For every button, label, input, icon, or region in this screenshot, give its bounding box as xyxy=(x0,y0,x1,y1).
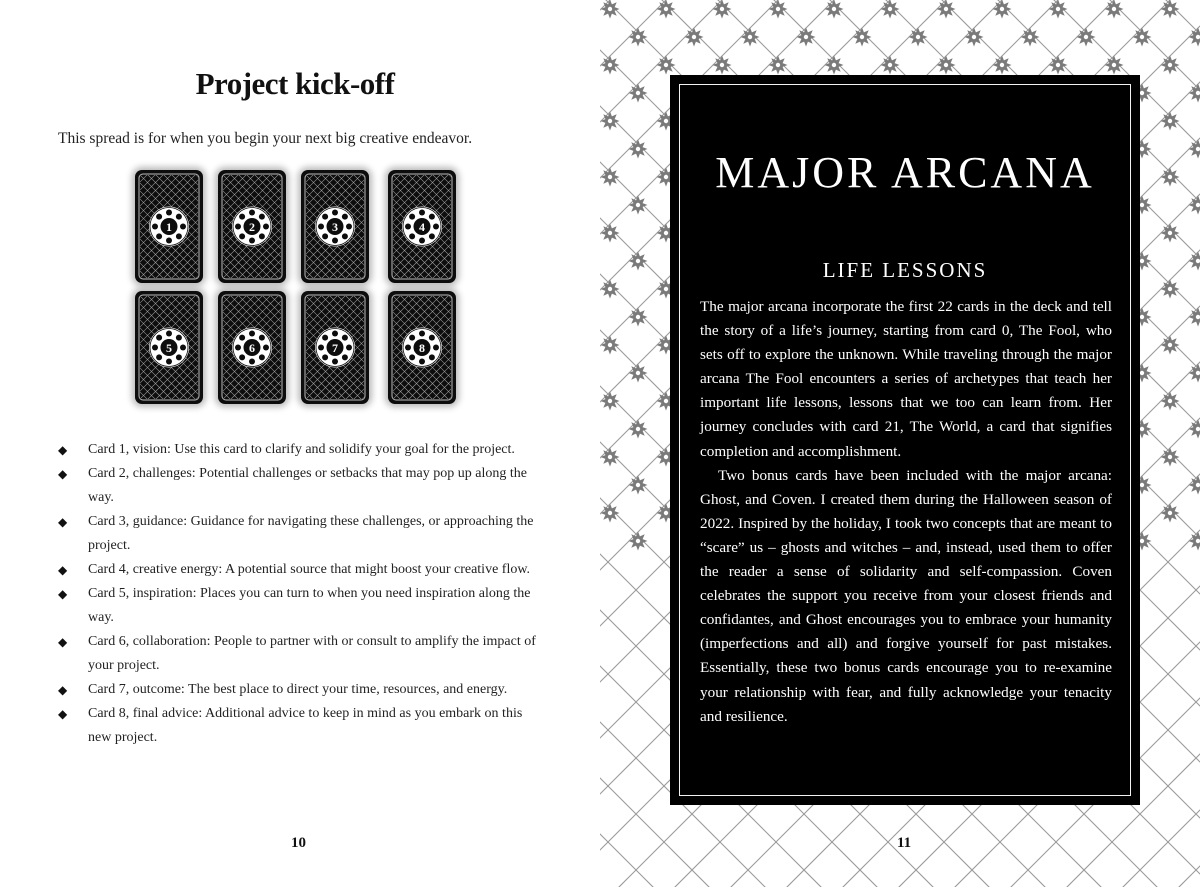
card-number: 7 xyxy=(332,341,338,355)
section-title: MAJOR ARCANA xyxy=(715,148,1095,197)
card-number: 1 xyxy=(166,220,172,234)
tarot-card-back xyxy=(218,170,286,283)
card-number: 6 xyxy=(249,341,255,355)
page-number-left: 10 xyxy=(291,835,306,851)
tarot-card-back xyxy=(301,170,369,283)
diamond-bullet-icon: ◆ xyxy=(58,635,68,649)
intro-text: This spread is for when you begin your next big creative endeavor. xyxy=(58,130,473,147)
card-description-item xyxy=(58,678,548,702)
card-number: 3 xyxy=(332,220,338,234)
diamond-bullet-icon: ◆ xyxy=(58,515,68,529)
diamond-bullet-icon: ◆ xyxy=(58,467,68,481)
diamond-bullet-icon: ◆ xyxy=(58,587,68,601)
tarot-card-back xyxy=(388,170,456,283)
card-number: 5 xyxy=(166,341,172,355)
major-arcana-panel xyxy=(670,75,1140,805)
card-description-text: Card 6, collaboration: People to partner with or consult to amplify the impact of your project. xyxy=(88,634,536,673)
card-description-text: Card 1, vision: Use this card to clarify and solidify your goal for the project. xyxy=(88,442,515,457)
card-description-item xyxy=(58,462,548,510)
card-description-list xyxy=(58,438,548,750)
right-page xyxy=(600,0,1200,887)
card-description-text: Card 2, challenges: Potential challenges or setbacks that may pop up along the way. xyxy=(88,466,527,505)
tarot-card-back xyxy=(388,291,456,404)
card-description-item xyxy=(58,510,548,558)
page-title: Project kick-off xyxy=(195,66,395,101)
card-description-text: Card 4, creative energy: A potential source that might boost your creative flow. xyxy=(88,562,531,577)
tarot-card-back xyxy=(218,291,286,404)
card-description-item xyxy=(58,582,548,630)
card-description-text: Card 3, guidance: Guidance for navigating these challenges, or approaching the project. xyxy=(88,514,534,553)
card-number: 8 xyxy=(419,341,425,355)
body-text xyxy=(700,295,1112,729)
diamond-bullet-icon: ◆ xyxy=(58,443,68,457)
card-description-text: Card 7, outcome: The best place to direct your time, resources, and energy. xyxy=(88,682,508,697)
card-description-item xyxy=(58,558,548,582)
card-description-item xyxy=(58,630,548,678)
diamond-bullet-icon: ◆ xyxy=(58,707,68,721)
tarot-card-back xyxy=(135,291,203,404)
diamond-bullet-icon: ◆ xyxy=(58,683,68,697)
card-number: 4 xyxy=(419,220,425,234)
card-description-text: Card 8, final advice: Additional advice to keep in mind as you embark on this new project. xyxy=(88,706,523,745)
paragraph-2: Two bonus cards have been included with the major arcana: Ghost, and Coven. I created them during the Halloween season of 2022. Inspired by the holiday, I took two concepts that are meant to “scare” us – ghosts and witches – and, instead, used them to offer the reader a sense of solidarity and self-compassion. Coven celebrates the support you receive from your closest friends and confidantes, and Ghost encourages you to embrace your humanity (imperfections and all) and forgive yourself for past mistakes. Essentially, these two bonus cards encourage you to re-examine your relationship with fear, and fully acknowledge your tenacity and resilience. xyxy=(700,466,1112,725)
paragraph-1: The major arcana incorporate the first 22 cards in the deck and tell the story of a life’s journey, starting from card 0, The Fool, who sets off to explore the unknown. While traveling through the major arcana The Fool encounters a series of archetypes that teach her important life lessons, lessons that we too can learn from. Her journey concludes with card 21, The World, a card that signifies completion and accomplishment. xyxy=(700,298,1112,460)
diamond-bullet-icon: ◆ xyxy=(58,563,68,577)
card-description-item xyxy=(58,702,548,750)
page-number-right: 11 xyxy=(897,835,912,851)
section-subtitle: LIFE LESSONS xyxy=(822,258,988,282)
card-description-item xyxy=(58,438,548,462)
card-description-text: Card 5, inspiration: Places you can turn to when you need inspiration along the way. xyxy=(88,586,531,625)
tarot-card-back xyxy=(135,170,203,283)
tarot-card-back xyxy=(301,291,369,404)
card-number: 2 xyxy=(249,220,255,234)
